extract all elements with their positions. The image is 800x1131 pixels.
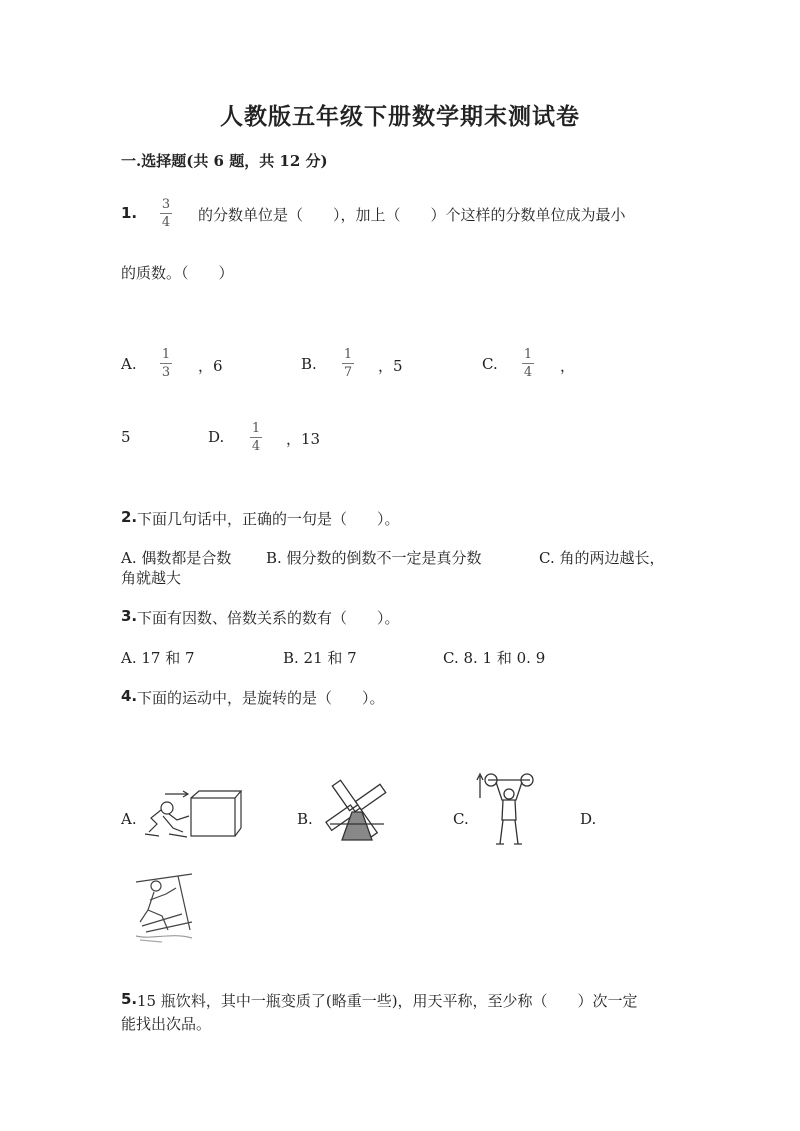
q1-option-a-label: A. — [121, 355, 137, 373]
fraction-bar — [160, 213, 172, 214]
q1-b-den: 7 — [343, 365, 353, 380]
q4-option-a: A. — [121, 810, 137, 828]
q1-a-den: 3 — [161, 365, 171, 380]
q4-option-d: D. — [580, 810, 597, 828]
push-box-icon — [143, 788, 243, 840]
q5-number: 5. — [121, 990, 138, 1008]
q1-d-num: 1 — [251, 421, 261, 436]
q1-option-b-label: B. — [301, 355, 317, 373]
q4-text: 下面的运动中，是旋转的是（ ）。 — [137, 689, 385, 707]
q3-number: 3. — [121, 607, 138, 625]
skier-icon — [132, 870, 202, 944]
q1-fraction-num: 3 — [161, 197, 171, 212]
q1-fraction — [160, 197, 172, 230]
q1-option-d-label: D. — [208, 428, 225, 446]
q1-text: 的分数单位是（ ），加上（ ）个这样的分数单位成为最小 — [198, 206, 626, 224]
q1-option-b-tail: ，5 — [378, 357, 403, 375]
q1-option-a-tail: ，6 — [198, 357, 223, 375]
q1-c-den: 4 — [523, 365, 533, 380]
q1-option-d-fraction — [250, 421, 262, 454]
q4-option-b: B. — [297, 810, 313, 828]
q1-option-b-fraction — [342, 347, 354, 380]
q2-number: 2. — [121, 508, 138, 526]
fraction-bar — [522, 363, 534, 364]
q1-d-den: 4 — [251, 439, 261, 454]
q2-text: 下面几句话中，正确的一句是（ ）。 — [137, 510, 400, 528]
q4-option-c: C. — [453, 810, 469, 828]
q1-c-num: 1 — [523, 347, 533, 362]
q3-text: 下面有因数、倍数关系的数有（ ）。 — [137, 609, 400, 627]
q1-option-c-label: C. — [482, 355, 498, 373]
q1-option-c-tail: ， — [560, 357, 576, 375]
q2-option-a: A. 偶数都是合数 — [121, 549, 232, 567]
q1-option-c-fraction — [522, 347, 534, 380]
q4-number: 4. — [121, 687, 138, 705]
q2-option-c: C. 角的两边越长， — [539, 549, 665, 567]
q3-option-a: A. 17 和 7 — [121, 649, 195, 667]
q5-text: 15 瓶饮料，其中一瓶变质了(略重一些)，用天平称，至少称（ ）次一定 — [137, 992, 638, 1010]
windmill-icon — [322, 774, 392, 844]
q1-option-d-tail: ，13 — [286, 430, 321, 448]
fraction-bar — [250, 437, 262, 438]
q2-option-b: B. 假分数的倒数不一定是真分数 — [266, 549, 482, 567]
q1-text-wrap: 的质数。（ ） — [121, 264, 234, 282]
q1-b-num: 1 — [343, 347, 353, 362]
q5-text-wrap: 能找出次品。 — [121, 1015, 212, 1033]
q1-fraction-den: 4 — [161, 215, 171, 230]
page-title: 人教版五年级下册数学期末测试卷 — [220, 103, 580, 130]
fraction-bar — [342, 363, 354, 364]
q1-a-num: 1 — [161, 347, 171, 362]
q1-option-a-fraction — [160, 347, 172, 380]
weightlifter-icon — [474, 770, 534, 848]
q3-option-c: C. 8. 1 和 0. 9 — [443, 649, 546, 667]
q1-number: 1. — [121, 204, 138, 222]
fraction-bar — [160, 363, 172, 364]
q1-option-c-wrap: 5 — [121, 428, 131, 446]
q2-option-c-wrap: 角就越大 — [121, 569, 182, 587]
section-heading: 一.选择题(共 6 题，共 12 分) — [121, 152, 328, 170]
q3-option-b: B. 21 和 7 — [283, 649, 357, 667]
